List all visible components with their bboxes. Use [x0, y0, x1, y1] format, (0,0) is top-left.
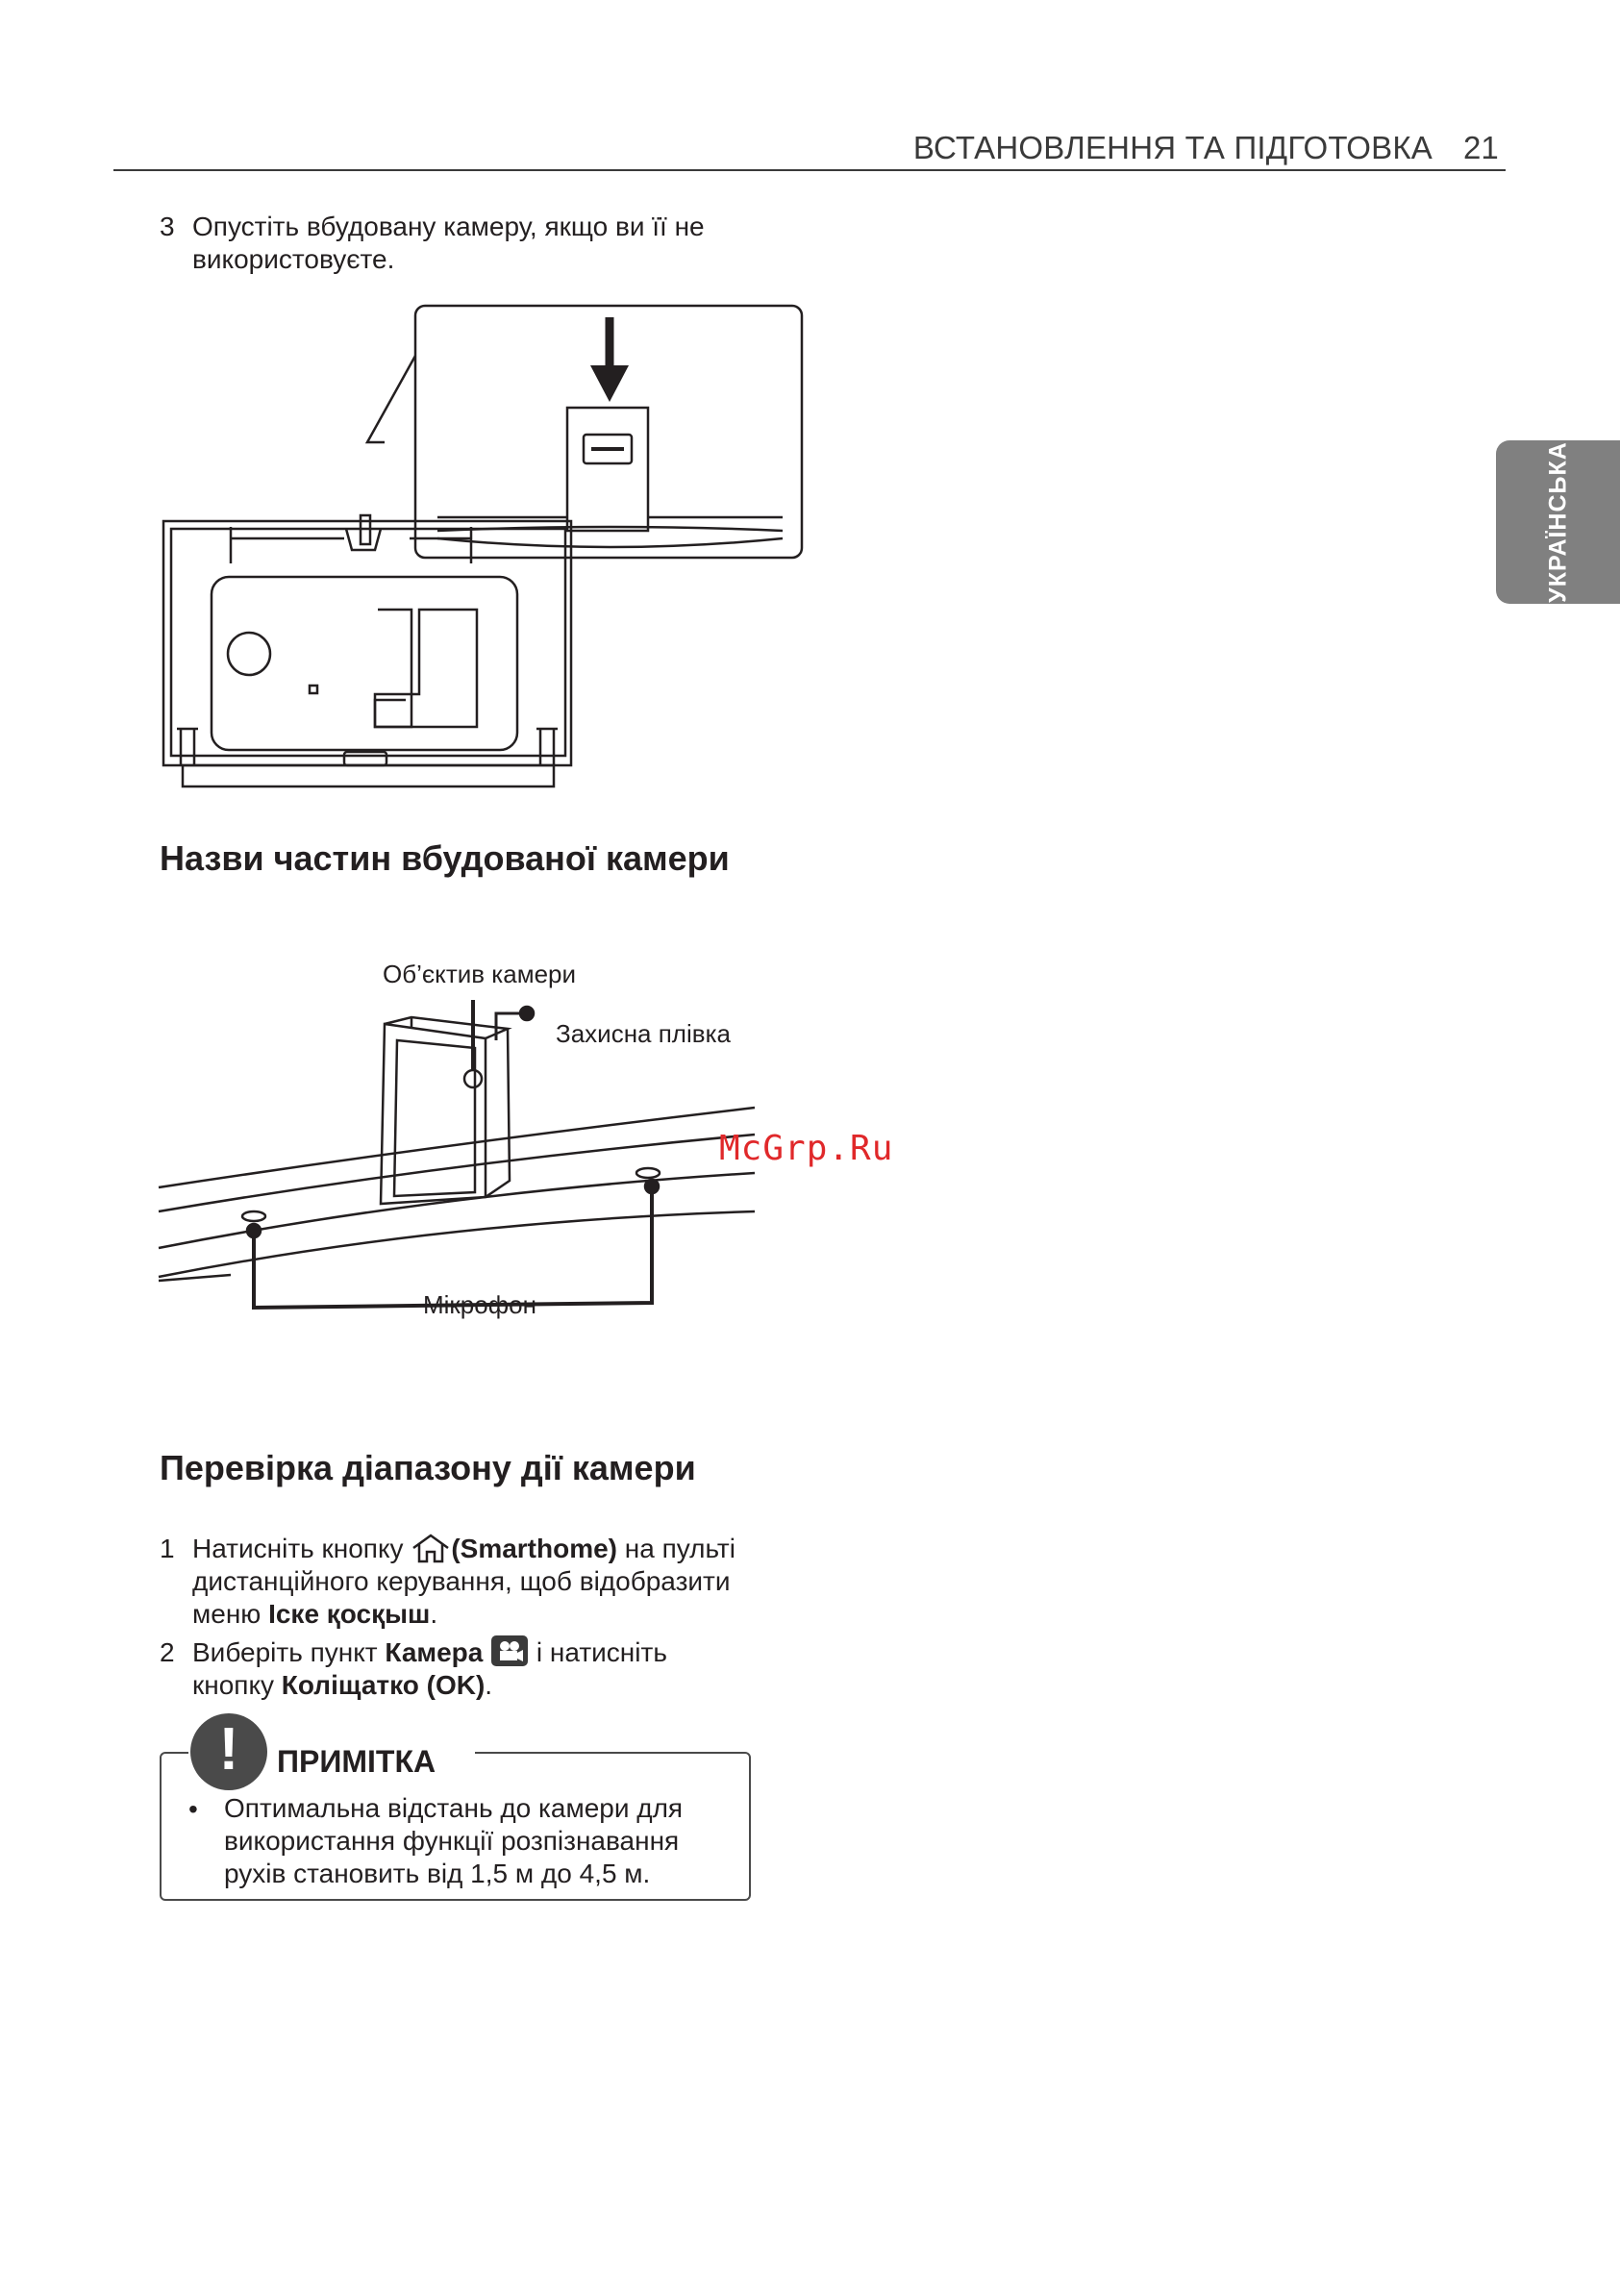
step-1-line2: дистанційного керування, щоб відобразити: [192, 1566, 731, 1596]
camera-lens: [464, 1070, 482, 1087]
note-title: ПРИМІТКА: [277, 1744, 436, 1779]
page-number: 21: [1463, 130, 1499, 165]
step-1-post: на пульті: [624, 1534, 735, 1563]
tv-back-l-shape: [375, 610, 477, 727]
callout-camera-body: [567, 408, 648, 531]
tv-back-cover: [212, 577, 517, 750]
step-1-line3-menu: Іске қосқыш: [268, 1599, 431, 1629]
tv-bracket-left: [177, 729, 198, 765]
language-tab: [1496, 440, 1620, 604]
tv-back-camera-figure: [154, 298, 817, 808]
watermark: McGrp.Ru: [719, 1129, 894, 1168]
step-3-number: 3: [160, 212, 175, 241]
note-warning-icon: [190, 1713, 267, 1790]
step-2-line2-pre: кнопку: [192, 1670, 275, 1700]
down-arrow-head: [590, 365, 629, 402]
step-2-line2-post: .: [485, 1670, 493, 1700]
note-text: Оптимальна відстань до камери для використання функції розпізнавання рухів становить від 1,5 м до 4,5 м.: [224, 1793, 684, 1888]
label-protective-film: Захисна плівка: [556, 1019, 731, 1048]
step-3-text-line2: використовуєте.: [192, 244, 395, 274]
mic-left: [242, 1211, 265, 1221]
step-2-ok-button: Коліщатко (OK): [281, 1670, 486, 1700]
language-tab-label: УКРАЇНСЬКА: [1544, 441, 1571, 603]
note-icon-glyph: !: [218, 1716, 239, 1783]
section-heading-camera-range: Перевірка діапазону дії камери: [160, 1448, 696, 1487]
label-camera-lens: Об’єктив камери: [383, 960, 577, 988]
step-2-post: і натисніть: [536, 1637, 667, 1667]
header-title: ВСТАНОВЛЕННЯ ТА ПІДГОТОВКА: [912, 130, 1433, 165]
step-3-text-line1: Опустіть вбудовану камеру, якщо ви її не: [192, 212, 705, 241]
step-2-camera: Камера: [385, 1637, 484, 1667]
step-1-pre: Натисніть кнопку: [192, 1534, 404, 1563]
section-heading-camera-parts: Назви частин вбудованої камери: [160, 838, 730, 878]
step-1-number: 1: [160, 1534, 175, 1563]
step-2-pre: Виберіть пункт: [192, 1637, 378, 1667]
zoom-callout-pointer: [367, 356, 415, 442]
camera-app-icon: [490, 1635, 529, 1667]
home-icon: [411, 1533, 451, 1563]
step-3: [160, 211, 785, 276]
tv-stand-bar: [183, 765, 554, 786]
step-2: [160, 1635, 775, 1702]
note-bullet: •: [188, 1794, 198, 1824]
tv-bracket-right: [536, 729, 558, 765]
tv-camera-slot: [346, 529, 381, 550]
mic-right: [636, 1168, 660, 1178]
label-microphone: Мікрофон: [423, 1290, 536, 1319]
step-1: [160, 1533, 775, 1631]
step-1-line3-pre: меню: [192, 1599, 262, 1629]
stand-line-top: [159, 1108, 755, 1187]
step-1-line3-post: .: [430, 1599, 438, 1629]
film-pointer-dot: [520, 1007, 534, 1020]
header-divider: [113, 169, 1506, 171]
step-1-smarthome: (Smarthome): [451, 1534, 618, 1563]
tv-back-hole: [228, 633, 270, 675]
step-2-number: 2: [160, 1637, 175, 1667]
